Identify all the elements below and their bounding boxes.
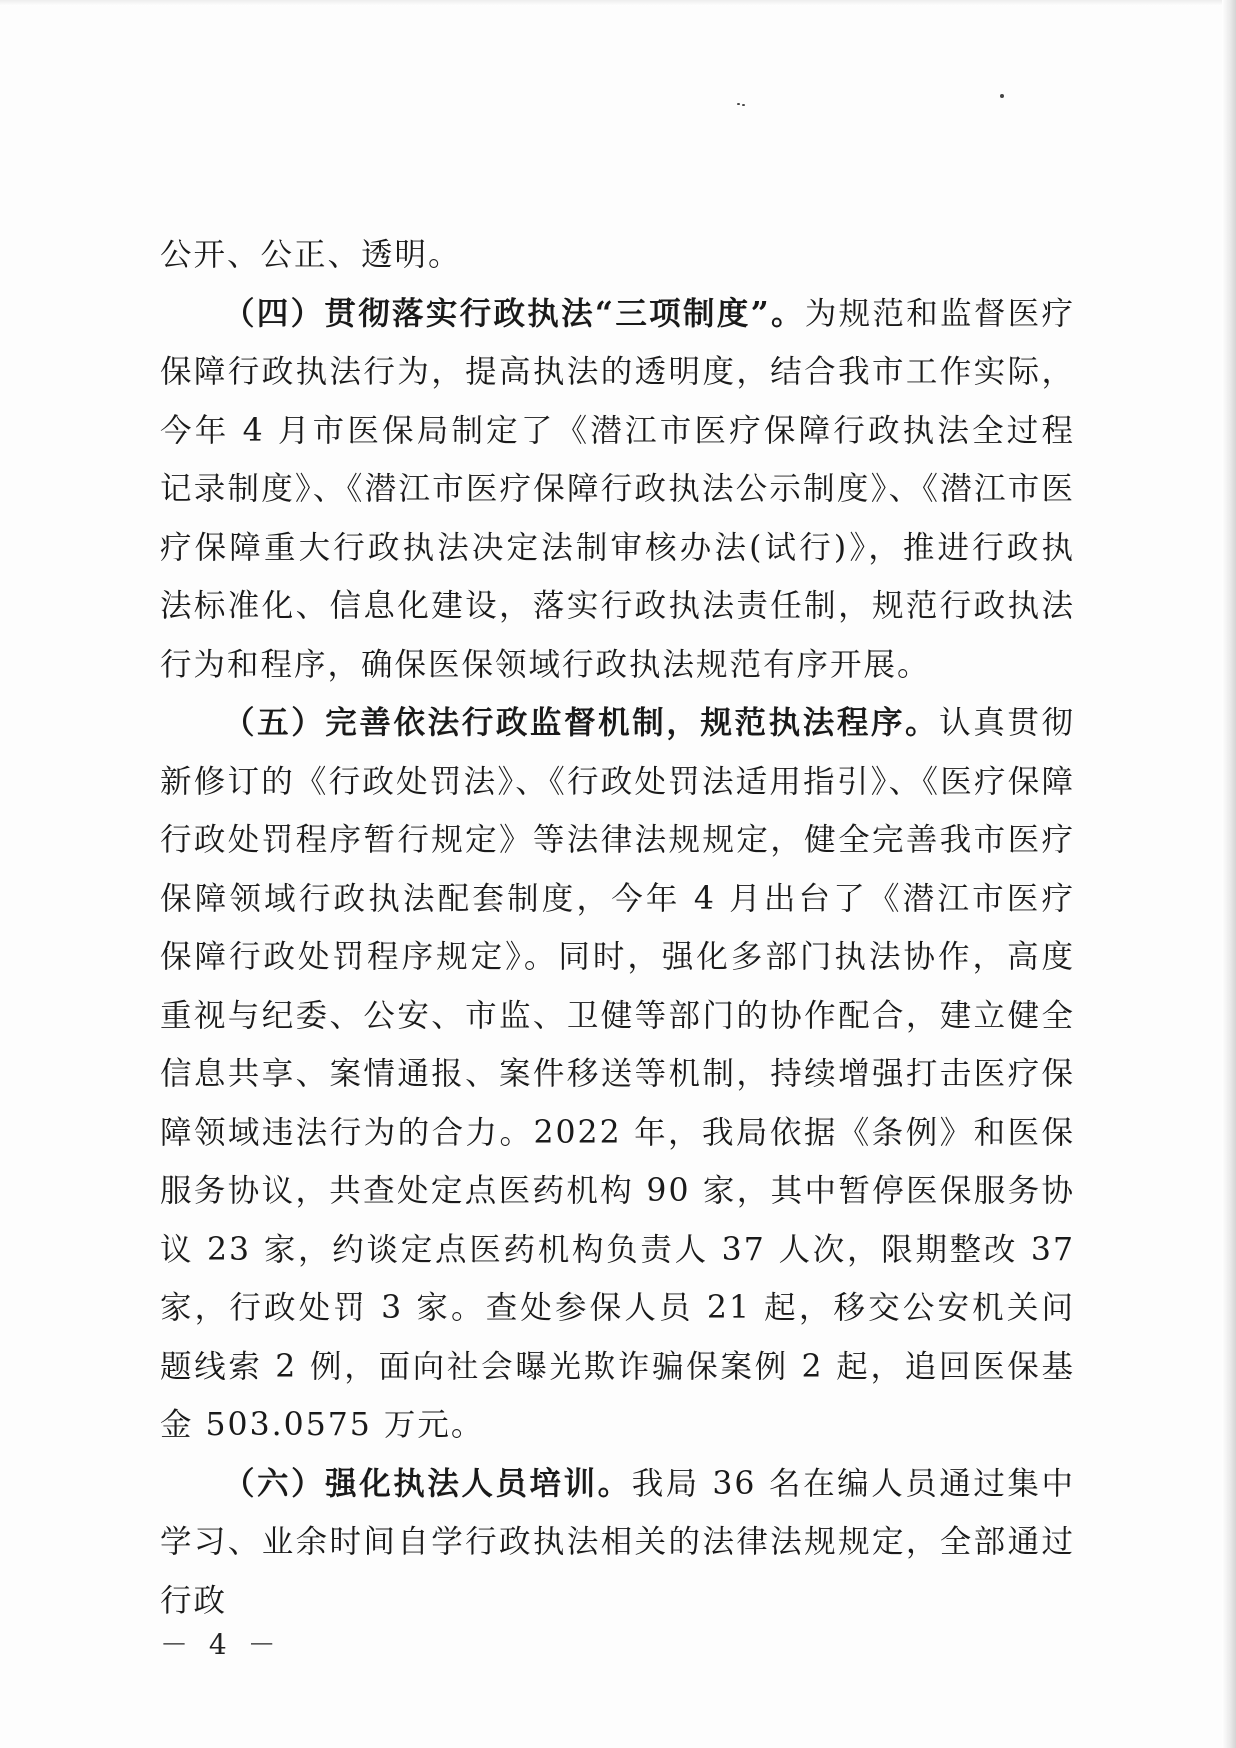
scan-edge-top — [0, 0, 1236, 6]
section-body-6: 我局 36 名在编人员通过集中学习、业余时间自学行政执法相关的法律法规规定，全部通过行政 — [160, 1465, 1075, 1619]
section-heading-4: （四）贯彻落实行政执法“三项制度”。 — [223, 294, 805, 332]
section-heading-5: （五）完善依法行政监督机制，规范执法程序。 — [223, 704, 940, 741]
continuation-text: 公开、公正、透明。 — [160, 237, 462, 273]
scan-speck — [737, 103, 740, 105]
scan-edge-right — [1222, 0, 1236, 1748]
document-body — [160, 226, 1075, 1630]
continuation-paragraph — [160, 226, 1075, 285]
section-paragraph-4 — [160, 285, 1075, 695]
scan-speck — [742, 104, 745, 106]
page-number: － 4 － — [160, 1628, 282, 1661]
scan-speck — [1000, 94, 1004, 98]
section-body-5: 认真贯彻新修订的《行政处罚法》、《行政处罚法适用指引》、《医疗保障行政处罚程序暂行规定》等法律法规规定，健全完善我市医疗保障领域行政执法配套制度，今年 4 月出台了《潜江市医疗保障行政处罚程序规定》。同时，强化多部门执法协作，高度重视与纪委、公安、市监、卫健等部门的协作配合，建立健全信息共享、案情通报、案件移送等机制，持续增强打击医疗保障领域违法行为的合力。2022 年，我局依据《条例》和医保服务协议，共查处定点医药机构 90 家，其中暂停医保服务协议 23 家，约谈定点医药机构负责人 37 人次，限期整改 37 家，行政处罚 3 家。查处参保人员 21 起，移交公安机关问题线索 2 例，面向社会曝光欺诈骗保案例 2 起，追回医保基金 503.0575 万元。 — [160, 705, 1075, 1443]
section-heading-6: （六）强化执法人员培训。 — [223, 1464, 632, 1502]
section-body-4: 为规范和监督医疗保障行政执法行为，提高执法的透明度，结合我市工作实际，今年 4 月市医保局制定了《潜江市医疗保障行政执法全过程记录制度》、《潜江市医疗保障行政执法公示制度》、《潜江市医疗保障重大行政执法决定法制审核办法(试行)》，推进行政执法标准化、信息化建设，落实行政执法责任制，规范行政执法行为和程序，确保医保领域行政执法规范有序开展。 — [160, 295, 1075, 683]
section-paragraph-6 — [160, 1455, 1075, 1631]
section-paragraph-5 — [160, 694, 1075, 1455]
